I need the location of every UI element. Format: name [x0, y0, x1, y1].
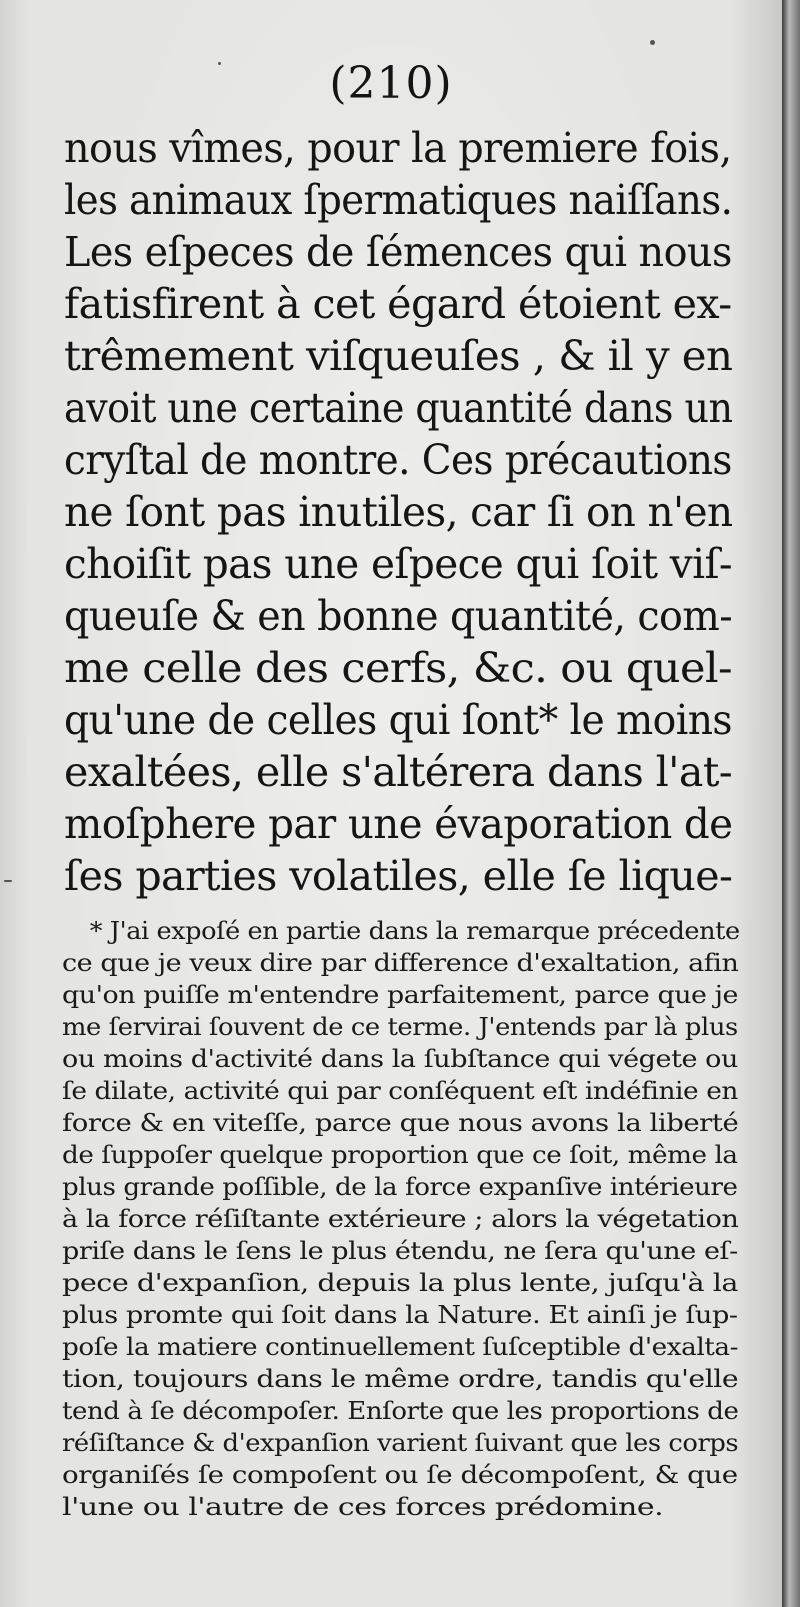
footnote-line: organiſés ſe compoſent ou ſe décompoſent, & que — [62, 1461, 738, 1489]
main-text — [64, 122, 734, 902]
footnote-line: force & en viteſſe, parce que nous avons la liberté — [62, 1109, 739, 1137]
footnote-line: priſe dans le ſens le plus étendu, ne ſera qu'une eſ- — [62, 1237, 738, 1265]
text-line: qu'une de celles qui ſont* le moins — [64, 696, 732, 744]
footnote-line: * J'ai expoſé en partie dans la remarque précedente — [89, 917, 740, 945]
footnote-line: réſiſtance & d'expanſion varient ſuivant que les corps — [62, 1429, 739, 1457]
paper-speck — [650, 40, 655, 45]
text-line: ne ſont pas inutiles, car ſi on n'en — [64, 488, 733, 536]
footnote-line: tend à ſe décompoſer. Enſorte que les proportions de — [62, 1397, 739, 1425]
text-line: exaltées, elle s'altérera dans l'at- — [64, 748, 733, 796]
text-line: Les eſpeces de ſémences qui nous — [64, 228, 732, 276]
text-line: choiſit pas une eſpece qui ſoit viſ- — [64, 540, 733, 588]
text-line: queuſe & en bonne quantité, com- — [64, 592, 733, 640]
footnote-line: l'une ou l'autre de ces forces prédomine. — [62, 1493, 664, 1521]
footnote-line: ou moins d'activité dans la ſubſtance qui végete ou — [62, 1045, 738, 1073]
footnote-line: ce que je veux dire par difference d'exaltation, afin — [62, 949, 739, 977]
footnote-line: pece d'expanſion, depuis la plus lente, juſqu'à la — [62, 1269, 739, 1297]
footnote-line: ſe dilate, activité qui par conſéquent eſt indéfinie en — [62, 1077, 738, 1105]
text-line: avoit une certaine quantité dans un — [64, 384, 733, 432]
footnote — [62, 915, 742, 1523]
footnote-line: qu'on puiſſe m'entendre parfaitement, parce que je — [62, 981, 738, 1009]
text-line: les animaux ſpermatiques naiſſans. — [64, 176, 733, 224]
text-line: me celle des cerfs, &c. ou quel- — [64, 644, 732, 692]
text-line: ſes parties volatiles, elle ſe lique- — [64, 852, 733, 900]
footnote-line: de ſuppoſer quelque proportion que ce ſoit, même la — [62, 1141, 738, 1169]
page-number: (210) — [329, 58, 453, 109]
footnote-line: à la force réſiſtante extérieure ; alors la végetation — [62, 1205, 739, 1233]
footnote-line: tion, toujours dans le même ordre, tandis qu'elle — [62, 1365, 739, 1393]
text-line: trêmement viſqueuſes , & il y en — [64, 332, 733, 380]
paper-speck — [218, 62, 221, 65]
footnote-line: poſe la matiere continuellement ſuſceptible d'exalta- — [62, 1333, 739, 1361]
footnote-line: plus promte qui ſoit dans la Nature. Et ainſi je ſup- — [62, 1301, 738, 1329]
text-line: cryſtal de montre. Ces précautions — [64, 436, 732, 484]
paper-speck — [4, 880, 12, 882]
text-line: moſphere par une évaporation de — [64, 800, 733, 848]
footnote-line: me ſervirai ſouvent de ce terme. J'entends par là plus — [62, 1013, 738, 1041]
text-line: nous vîmes, pour la premiere fois, — [64, 124, 732, 172]
footnote-line: plus grande poſſible, de la force expanſive intérieure — [62, 1173, 738, 1201]
page-edge — [782, 0, 800, 1607]
text-line: fatisfirent à cet égard étoient ex- — [64, 280, 732, 328]
